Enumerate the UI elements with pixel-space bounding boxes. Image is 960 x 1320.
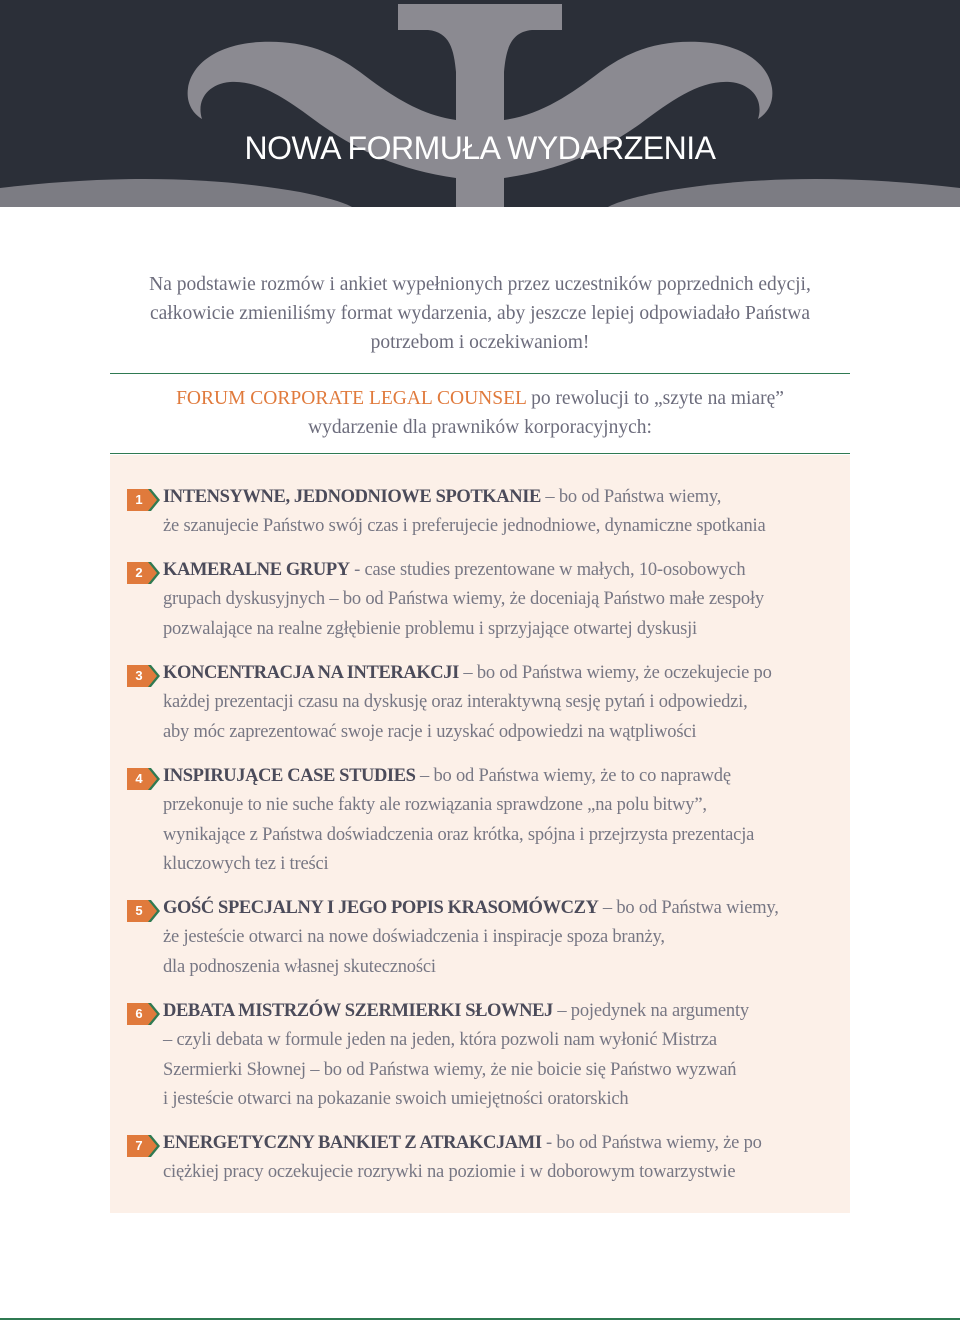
tagline [110,384,850,442]
badge-number: 5 [135,903,143,918]
item-heading: DEBATA MISTRZÓW SZERMIERKI SŁOWNEJ [163,1001,553,1021]
item-body: wynikające z Państwa doświadczenia oraz krótka, spójna i przejrzysta prezentacja [163,824,755,845]
number-badge [127,489,161,511]
item-heading: KONCENTRACJA NA INTERAKCJI [163,663,459,683]
item-body: – bo od Państwa wiemy, że to co naprawdę [415,766,731,786]
number-badge [127,665,161,687]
badge-number: 2 [135,565,143,580]
item-text [163,556,843,644]
intro-line: całkowicie zmieniliśmy format wydarzenia, aby jeszcze lepiej odpowiadało Państwa [149,303,811,324]
item-text [163,483,843,542]
item-body: i jesteście otwarci na pokazanie swoich umiejętności oratorskich [163,1088,629,1109]
number-badge [127,900,161,922]
intro-line: Na podstawie rozmów i ankiet wypełnionych przez uczestników poprzednich edycji, [149,274,811,295]
page-title: NOWA FORMUŁA WYDARZENIA [244,130,716,166]
item-body: kluczowych tez i treści [163,853,329,874]
ornament-icon [0,0,960,207]
item-body: że szanujecie Państwo swój czas i preferujecie jednodniowe, dynamiczne spotkania [163,516,766,537]
item-body: że jesteście otwarci na nowe doświadczenia i inspiracje spoza branży, [163,927,665,948]
item-body: – bo od Państwa wiemy, że oczekujecie po [458,663,772,683]
item-text [163,1129,843,1188]
badge-number: 4 [135,771,143,786]
divider-bottom [110,453,850,454]
tagline-text: po rewolucji to „szyte na miarę” [526,388,784,409]
item-body: – czyli debata w formule jeden na jeden, która pozwoli nam wyłonić Mistrza [163,1030,717,1051]
item-text [163,762,843,879]
badge-number: 6 [135,1006,143,1021]
item-heading: GOŚĆ SPECJALNY I JEGO POPIS KRASOMÓWCZY [163,898,599,918]
item-text [163,997,843,1114]
header-banner [0,0,960,207]
item-body: - case studies prezentowane w małych, 10-osobowych [349,560,746,580]
number-badge [127,1135,161,1157]
item-text [163,894,843,982]
item-body: – pojedynek na argumenty [552,1001,749,1021]
number-badge [127,562,161,584]
item-body: – bo od Państwa wiemy, [540,487,722,507]
features-panel [110,455,850,1213]
item-body: Szermierki Słownej – bo od Państwa wiemy, że nie boicie się Państwo wyzwań [163,1059,737,1080]
item-heading: KAMERALNE GRUPY [163,560,350,580]
number-badge [127,1003,161,1025]
item-heading: INSPIRUJĄCE CASE STUDIES [163,766,416,786]
item-body: dla podnoszenia własnej skuteczności [163,956,436,977]
intro-paragraph [100,270,860,357]
divider-top [110,373,850,374]
brand-name: FORUM CORPORATE LEGAL COUNSEL [176,388,527,409]
item-body: ciężkiej pracy oczekujecie rozrywki na poziomie i w doborowym towarzystwie [163,1162,736,1183]
badge-number: 7 [135,1138,143,1153]
item-text [163,659,843,747]
number-badge [127,768,161,790]
item-heading: INTENSYWNE, JEDNODNIOWE SPOTKANIE [163,487,541,507]
item-body: przekonuje to nie suche fakty ale rozwiązania sprawdzone „na polu bitwy”, [163,795,707,816]
intro-line: potrzebom i oczekiwaniom! [370,332,590,353]
badge-number: 1 [135,492,143,507]
item-body: pozwalające na realne zgłębienie problemu i sprzyjające otwartej dyskusji [163,618,697,639]
item-heading: ENERGETYCZNY BANKIET Z ATRAKCJAMI [163,1133,542,1153]
item-body: aby móc zaprezentować swoje racje i uzyskać odpowiedzi na wątpliwości [163,721,697,742]
tagline-text: wydarzenie dla prawników korporacyjnych: [308,417,652,438]
item-body: każdej prezentacji czasu na dyskusję oraz interaktywną sesję pytań i odpowiedzi, [163,692,748,713]
badge-number: 3 [135,668,143,683]
item-body: - bo od Państwa wiemy, że po [541,1133,762,1153]
item-body: – bo od Państwa wiemy, [598,898,779,918]
item-body: grupach dyskusyjnych – bo od Państwa wiemy, że doceniają Państwo małe zespoły [163,589,764,610]
